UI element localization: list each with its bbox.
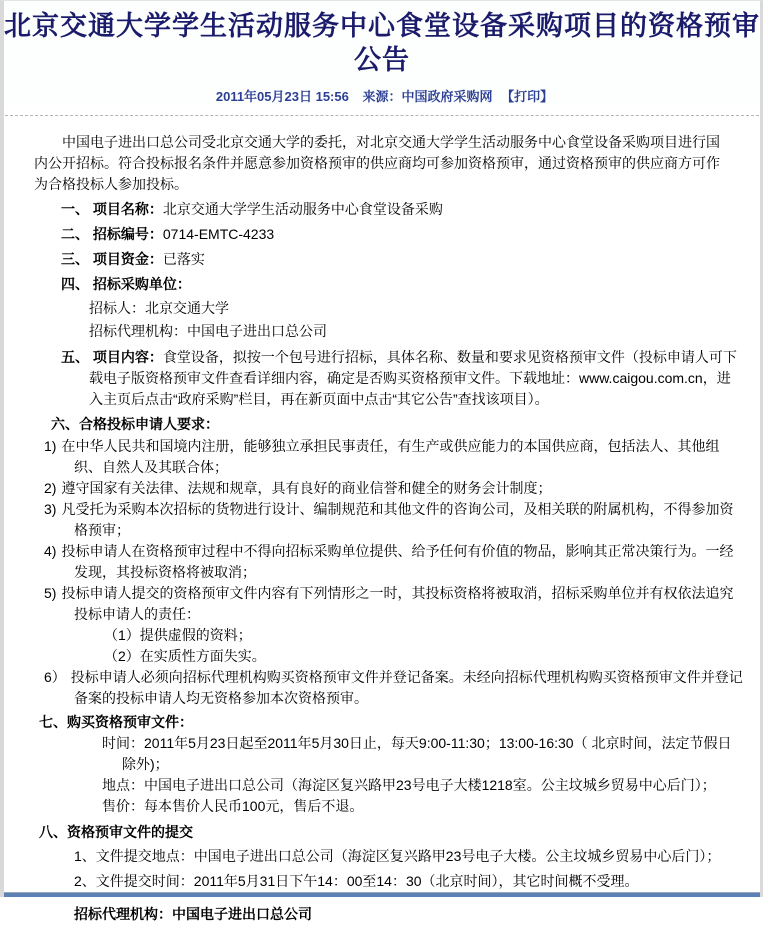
item-project-funds xyxy=(4,249,744,270)
item-project-name-label: 一、 项目名称： xyxy=(61,201,163,217)
rule-2 xyxy=(4,478,744,499)
rule-4-number: 4) xyxy=(44,543,57,559)
item-project-content-value: 食堂设备，拟按一个包号进行招标，具体名称、数量和要求见资格预审文件（投标申请人可下载电子版资格预审文件查看详细内容，确定是否购买资格预审文件。下载地址：www.caigou.com.cn，进入主页后点击“政府采购”栏目，再在新页面中点击“其它公告”查找该项目）。 xyxy=(89,349,737,407)
rule-6 xyxy=(4,667,744,709)
item-project-content-label: 五、 项目内容： xyxy=(61,349,163,365)
tender-agent-line: 招标代理机构：中国电子进出口总公司 xyxy=(89,323,327,339)
purchase-time-line: 时间：2011年5月23日起至2011年5月30日止，每天9:00-11:30；13:00-16:30（ 北京时间，法定节假日除外)； xyxy=(102,735,732,772)
item-project-name xyxy=(4,199,744,220)
rule-6-text: 投标申请人必须向招标代理机构购买资格预审文件并登记备案。未经向招标代理机构购买资格预审文件并登记备案的投标申请人均无资格参加本次资格预审。 xyxy=(70,669,743,706)
item-project-funds-label: 三、 项目资金： xyxy=(61,251,163,267)
item-tender-number xyxy=(4,224,744,245)
submission-place-line: 1、文件提交地点：中国电子进出口总公司（海淀区复兴路甲23号电子大楼。公主坟城乡贸易中心后门）； xyxy=(74,848,721,864)
rule-4 xyxy=(4,541,744,583)
rule-5-number: 5) xyxy=(44,585,57,601)
rule-1 xyxy=(4,436,744,478)
subrule-2: （2）在实质性方面失实。 xyxy=(104,648,266,664)
rule-4-text: 投标申请人在资格预审过程中不得向招标采购单位提供、给予任何有价值的物品，影响其正常决策行为。一经发现，其投标资格将被取消； xyxy=(61,543,734,580)
item-tender-number-label: 二、 招标编号： xyxy=(61,226,163,242)
item-purchasing-unit-label: 四、 招标采购单位： xyxy=(61,276,191,292)
purchase-place-line: 地点：中国电子进出口总公司（海淀区复兴路甲23号电子大楼1218室。公主坟城乡贸易中心后门）； xyxy=(102,777,716,793)
rule-5 xyxy=(4,583,744,625)
section8-heading: 八、资格预审文件的提交 xyxy=(39,824,193,840)
section7-heading: 七、购买资格预审文件： xyxy=(39,714,193,730)
rule-2-number: 2) xyxy=(44,480,57,496)
rule-2-text: 遵守国家有关法律、法规和规章，具有良好的商业信誉和健全的财务会计制度； xyxy=(61,480,552,496)
rule-1-number: 1) xyxy=(44,438,57,454)
intro-paragraph: 中国电子进出口总公司受北京交通大学的委托，对北京交通大学学生活动服务中心食堂设备采购项目进行国内公开招标。符合投标报名条件并愿意参加资格预审的供应商均可参加资格预审，通过资格预审的供应商方可作为合格投标人参加投标。 xyxy=(34,134,720,192)
bottom-blue-bar xyxy=(4,892,760,897)
item-tender-number-value: 0714-EMTC-4233 xyxy=(162,226,275,242)
page-title: 北京交通大学学生活动服务中心食堂设备采购项目的资格预审公告 xyxy=(4,11,760,75)
submission-time-line: 2、文件提交时间：2011年5月31日下午14：00至14：30（北京时间），其它时间概不受理。 xyxy=(74,873,639,889)
item-purchasing-unit xyxy=(4,274,744,295)
footer-agency-line: 招标代理机构：中国电子进出口总公司 xyxy=(74,906,312,922)
item-project-name-value: 北京交通大学学生活动服务中心食堂设备采购 xyxy=(162,201,443,217)
section6-heading: 六、合格投标申请人要求： xyxy=(51,416,219,432)
rule-3 xyxy=(4,499,744,541)
rule-3-text: 凡受托为采购本次招标的货物进行设计、编制规范和其他文件的咨询公司，及相关联的附属机构，不得参加资格预审； xyxy=(61,501,734,538)
announcement-header xyxy=(4,1,760,105)
item-project-funds-value: 已落实 xyxy=(162,251,205,267)
announcement-body xyxy=(4,116,760,925)
publish-datetime: 2011年05月23日 15:56 xyxy=(215,89,349,104)
print-link[interactable]: 【打印】 xyxy=(501,89,554,104)
item-project-content xyxy=(4,347,744,410)
purchase-price-line: 售价：每本售价人民币100元，售后不退。 xyxy=(102,798,364,814)
meta-line xyxy=(4,88,760,105)
rule-3-number: 3) xyxy=(44,501,57,517)
subrule-1: （1）提供虚假的资料； xyxy=(104,627,252,643)
rule-1-text: 在中华人民共和国境内注册，能够独立承担民事责任，有生产或供应能力的本国供应商，包括法人、其他组织、自然人及其联合体； xyxy=(61,438,720,475)
rule-6-number: 6） xyxy=(44,669,66,685)
tenderer-line: 招标人：北京交通大学 xyxy=(89,300,229,316)
source-label: 来源：中国政府采购网 xyxy=(362,89,493,104)
rule-5-text: 投标申请人提交的资格预审文件内容有下列情形之一时，其投标资格将被取消，招标采购单位并有权依法追究投标申请人的责任： xyxy=(61,585,734,622)
